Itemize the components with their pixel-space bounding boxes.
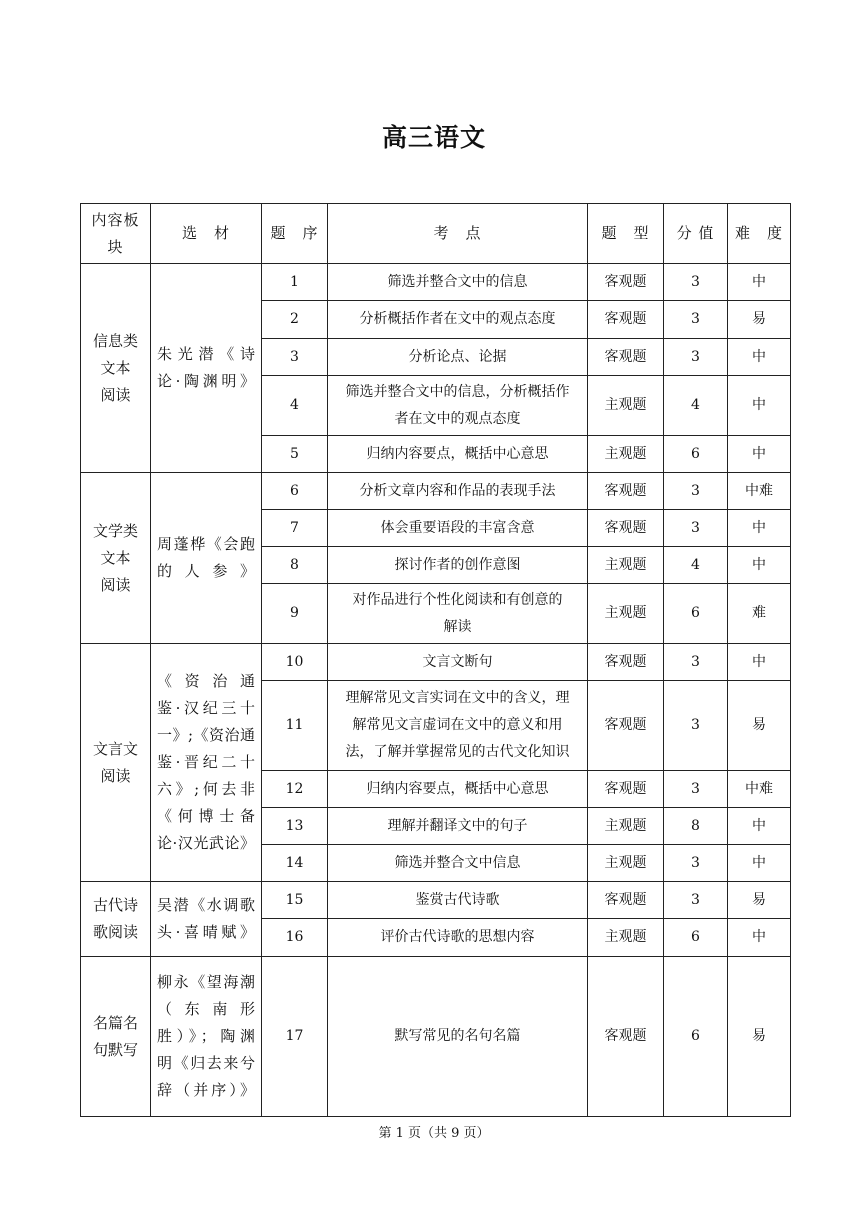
cell-line: 古代诗 <box>92 896 138 914</box>
cell-line: 朱光潜《诗 <box>157 345 255 363</box>
material-cell <box>151 473 262 644</box>
difficulty-cell: 中 <box>728 845 791 882</box>
header-point: 考 点 <box>328 204 588 264</box>
point-cell: 默写常见的名句名篇 <box>328 957 588 1117</box>
page-title: 高三语文 <box>381 123 486 152</box>
header-difficulty: 难 度 <box>728 204 791 264</box>
cell-line: 的人参》 <box>157 562 255 580</box>
score-cell: 6 <box>664 584 728 644</box>
cell-line: 鉴·晋纪二十 <box>157 753 255 771</box>
cell-line: 论·汉光武论》 <box>157 834 255 852</box>
cell-line: 《资治通 <box>157 672 255 690</box>
cell-line: 内容 <box>91 210 124 229</box>
cell-line: 辞（并序）》 <box>157 1081 255 1099</box>
topic-cell <box>81 264 151 473</box>
number-cell: 8 <box>262 547 328 584</box>
number-cell: 17 <box>262 957 328 1117</box>
score-cell: 3 <box>664 644 728 681</box>
cell-line: 名篇名 <box>92 1013 138 1032</box>
number-cell: 6 <box>262 473 328 510</box>
cell-line: 头·喜晴赋》 <box>157 923 255 941</box>
difficulty-cell: 中 <box>728 264 791 301</box>
score-cell: 3 <box>664 339 728 376</box>
score-cell: 3 <box>664 510 728 547</box>
point-cell: 分析文章内容和作品的表现手法 <box>328 473 588 510</box>
cell-line: 理解常见文言实词在文中的含义，理 <box>345 690 570 706</box>
cell-line: 解读 <box>443 618 472 635</box>
header-topic <box>81 204 151 264</box>
score-cell: 3 <box>664 681 728 771</box>
table-row <box>81 882 791 919</box>
score-cell: 3 <box>664 882 728 919</box>
score-cell: 6 <box>664 436 728 473</box>
cell-line: 吴潜《水调歌 <box>157 896 255 914</box>
number-cell: 9 <box>262 584 328 644</box>
number-cell: 3 <box>262 339 328 376</box>
point-cell: 探讨作者的创作意图 <box>328 547 588 584</box>
point-cell: 体会重要语段的丰富含意 <box>328 510 588 547</box>
number-cell: 14 <box>262 845 328 882</box>
cell-line: 周蓬桦《会跑 <box>157 535 255 553</box>
score-cell: 8 <box>664 808 728 845</box>
cell-line: 信息类 <box>92 331 138 350</box>
number-cell: 15 <box>262 882 328 919</box>
score-cell: 6 <box>664 957 728 1117</box>
type-cell: 主观题 <box>588 547 664 584</box>
cell-line: 法，了解并掌握常见的古代文化知识 <box>345 744 570 760</box>
point-cell: 归纳内容要点，概括中心意思 <box>328 771 588 808</box>
number-cell: 4 <box>262 376 328 436</box>
score-cell: 3 <box>664 264 728 301</box>
type-cell: 主观题 <box>588 919 664 957</box>
type-cell: 客观题 <box>588 339 664 376</box>
page-number: 第 1 页（共 9 页） <box>378 1126 490 1141</box>
type-cell: 主观题 <box>588 436 664 473</box>
difficulty-cell: 易 <box>728 301 791 339</box>
type-cell: 主观题 <box>588 808 664 845</box>
cell-line: 阅读 <box>100 766 131 785</box>
number-cell: 5 <box>262 436 328 473</box>
point-cell <box>328 584 588 644</box>
header-type: 题 型 <box>588 204 664 264</box>
type-cell: 主观题 <box>588 376 664 436</box>
cell-line: 解常见文言虚词在文中的意义和用 <box>352 717 563 733</box>
table-header-row <box>81 204 791 264</box>
difficulty-cell: 中 <box>728 644 791 681</box>
topic-cell <box>81 882 151 957</box>
table-row <box>81 957 791 1117</box>
point-cell: 理解并翻译文中的句子 <box>328 808 588 845</box>
type-cell: 客观题 <box>588 644 664 681</box>
difficulty-cell: 中 <box>728 919 791 957</box>
point-cell: 筛选并整合文中信息 <box>328 845 588 882</box>
score-cell: 4 <box>664 376 728 436</box>
type-cell: 主观题 <box>588 584 664 644</box>
material-cell <box>151 264 262 473</box>
point-cell: 文言文断句 <box>328 644 588 681</box>
number-cell: 12 <box>262 771 328 808</box>
material-cell <box>151 957 262 1117</box>
cell-line: 胜）》；陶渊 <box>157 1027 255 1045</box>
difficulty-cell: 易 <box>728 681 791 771</box>
difficulty-cell: 中难 <box>728 473 791 510</box>
point-cell <box>328 376 588 436</box>
point-cell: 归纳内容要点，概括中心意思 <box>328 436 588 473</box>
difficulty-cell: 中难 <box>728 771 791 808</box>
cell-line: 文学类 <box>92 521 138 540</box>
type-cell: 客观题 <box>588 957 664 1117</box>
header-number: 题 序 <box>262 204 328 264</box>
type-cell: 客观题 <box>588 681 664 771</box>
type-cell: 客观题 <box>588 264 664 301</box>
difficulty-cell: 中 <box>728 510 791 547</box>
score-cell: 3 <box>664 473 728 510</box>
topic-cell <box>81 644 151 882</box>
cell-line: 《何博士备 <box>157 807 255 825</box>
point-cell: 评价古代诗歌的思想内容 <box>328 919 588 957</box>
point-cell: 筛选并整合文中的信息 <box>328 264 588 301</box>
topic-cell <box>81 473 151 644</box>
number-cell: 10 <box>262 644 328 681</box>
cell-line: 阅读 <box>100 575 131 594</box>
cell-line: 论·陶渊明》 <box>157 372 255 390</box>
cell-line: 文本 <box>100 548 131 567</box>
score-cell: 6 <box>664 919 728 957</box>
difficulty-cell: 易 <box>728 957 791 1117</box>
point-cell: 分析论点、论据 <box>328 339 588 376</box>
difficulty-cell: 中 <box>728 376 791 436</box>
difficulty-cell: 难 <box>728 584 791 644</box>
point-cell <box>328 681 588 771</box>
header-score: 分 值 <box>664 204 728 264</box>
number-cell: 1 <box>262 264 328 301</box>
cell-line: 文本 <box>100 358 131 377</box>
number-cell: 7 <box>262 510 328 547</box>
difficulty-cell: 易 <box>728 882 791 919</box>
cell-line: （东南形 <box>157 1000 255 1018</box>
table-row <box>81 644 791 681</box>
difficulty-cell: 中 <box>728 436 791 473</box>
score-cell: 3 <box>664 771 728 808</box>
cell-line: 六》;何去非 <box>157 780 255 798</box>
score-cell: 3 <box>664 301 728 339</box>
table-row <box>81 264 791 301</box>
cell-line: 歌阅读 <box>92 923 138 941</box>
difficulty-cell: 中 <box>728 339 791 376</box>
table-row <box>81 473 791 510</box>
number-cell: 11 <box>262 681 328 771</box>
table-body <box>81 264 791 1117</box>
type-cell: 客观题 <box>588 510 664 547</box>
point-cell: 鉴赏古代诗歌 <box>328 882 588 919</box>
cell-line: 筛选并整合文中的信息，分析概括作 <box>345 383 570 400</box>
cell-line: 鉴·汉纪三十 <box>157 699 255 717</box>
topic-cell <box>81 957 151 1117</box>
cell-line: 句默写 <box>92 1040 138 1059</box>
type-cell: 客观题 <box>588 473 664 510</box>
material-cell <box>151 882 262 957</box>
difficulty-cell: 中 <box>728 547 791 584</box>
score-cell: 3 <box>664 845 728 882</box>
material-cell <box>151 644 262 882</box>
number-cell: 16 <box>262 919 328 957</box>
type-cell: 客观题 <box>588 301 664 339</box>
cell-line: 对作品进行个性化阅读和有创意的 <box>352 591 563 608</box>
cell-line: 明《归去来兮 <box>157 1054 255 1072</box>
cell-line: 文言文 <box>92 739 138 758</box>
header-material: 选 材 <box>151 204 262 264</box>
exam-spec-table <box>80 203 791 1117</box>
difficulty-cell: 中 <box>728 808 791 845</box>
cell-line: 阅读 <box>100 385 131 404</box>
number-cell: 13 <box>262 808 328 845</box>
cell-line: 柳永《望海潮 <box>157 973 255 991</box>
cell-line: 者在文中的观点态度 <box>394 410 521 427</box>
cell-line: 一》;《资治通 <box>157 726 255 744</box>
score-cell: 4 <box>664 547 728 584</box>
number-cell: 2 <box>262 301 328 339</box>
type-cell: 客观题 <box>588 771 664 808</box>
type-cell: 主观题 <box>588 845 664 882</box>
cell-line: 板块 <box>107 210 140 256</box>
type-cell: 客观题 <box>588 882 664 919</box>
point-cell: 分析概括作者在文中的观点态度 <box>328 301 588 339</box>
